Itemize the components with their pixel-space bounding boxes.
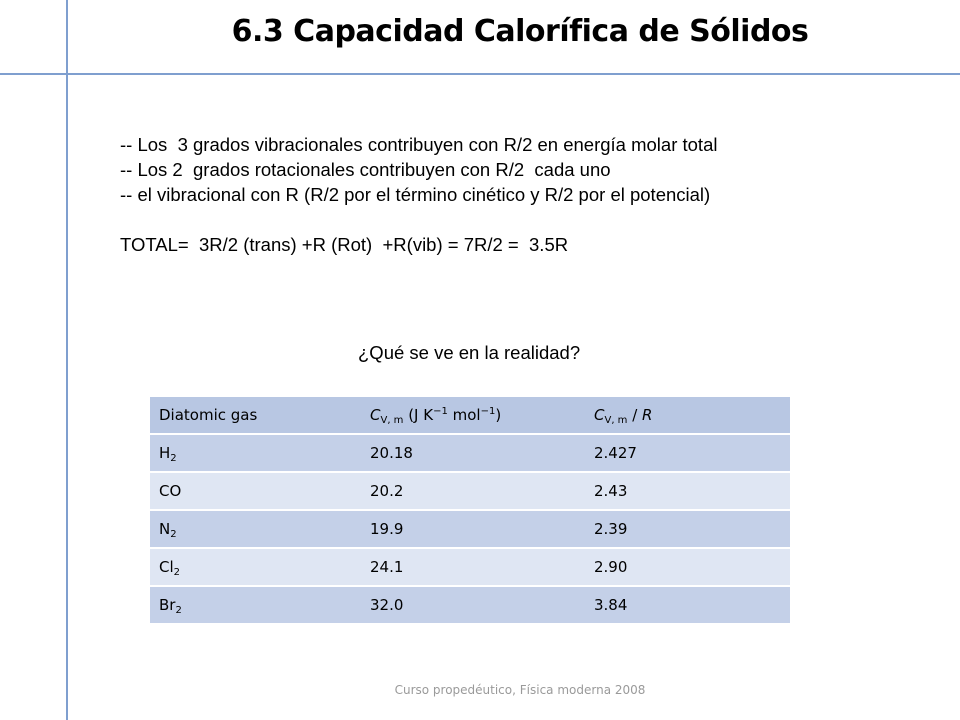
gas-cell — [150, 587, 361, 625]
footer-text: Curso propedéutico, Física moderna 2008 — [394, 683, 646, 697]
cv-cell: 32.0 — [361, 587, 585, 625]
body-line-2: -- Los 2 grados rotacionales contribuyen con R/2 cada uno — [120, 159, 611, 180]
cv-cell: 20.2 — [361, 473, 585, 511]
table-row — [150, 587, 790, 625]
header-cv — [361, 397, 585, 435]
gas-sub: 2 — [170, 529, 177, 540]
header-cvr-div: / — [627, 406, 643, 424]
header-cvr-symbol: C — [594, 406, 605, 424]
ratio-cell: 3.84 — [585, 587, 790, 625]
table-row — [150, 511, 790, 549]
body-line-total: TOTAL= 3R/2 (trans) +R (Rot) +R(vib) = 7R/2 = 3.5R — [120, 234, 569, 255]
header-diatomic-gas: Diatomic gas — [150, 397, 361, 435]
table-row — [150, 435, 790, 473]
ratio-cell: 2.427 — [585, 435, 790, 473]
gas-name: N — [159, 520, 171, 538]
ratio-cell: 2.43 — [585, 473, 790, 511]
table-row — [150, 549, 790, 587]
gas-name: CO — [159, 482, 182, 500]
header-cvr-r: R — [642, 406, 653, 424]
header-cv-sup1: −1 — [433, 406, 448, 417]
body-text — [120, 132, 920, 257]
header-cv-over-r — [585, 397, 790, 435]
body-line-3: -- el vibracional con R (R/2 por el término cinético y R/2 por el potencial) — [120, 184, 711, 205]
header-cvr-sub: V, m — [604, 415, 628, 426]
gas-sub: 2 — [173, 567, 181, 578]
header-cv-symbol: C — [370, 406, 381, 424]
header-cv-sub: V, m — [380, 415, 404, 426]
body-gap — [120, 207, 920, 232]
left-rule — [66, 0, 68, 720]
cv-cell: 20.18 — [361, 435, 585, 473]
header-cv-sup2: −1 — [480, 406, 496, 417]
gas-name: Cl — [159, 558, 174, 576]
gas-cell — [150, 549, 361, 587]
gas-name: H — [159, 444, 171, 462]
table-row — [150, 473, 790, 511]
slide-title: 6.3 Capacidad Calorífica de Sólidos — [231, 14, 809, 49]
header-cv-unit-pre: (J K — [403, 406, 434, 424]
cv-cell: 24.1 — [361, 549, 585, 587]
question-text: ¿Qué se ve en la realidad? — [358, 342, 581, 363]
gas-cell — [150, 473, 361, 511]
gas-name: Br — [159, 596, 176, 614]
gas-sub: 2 — [175, 605, 182, 616]
table-header-row — [150, 397, 790, 435]
ratio-cell: 2.39 — [585, 511, 790, 549]
gas-cell — [150, 511, 361, 549]
heat-capacity-table — [150, 397, 790, 625]
gas-cell — [150, 435, 361, 473]
gas-sub: 2 — [170, 453, 177, 464]
body-line-1: -- Los 3 grados vibracionales contribuyen con R/2 en energía molar total — [120, 134, 718, 155]
title-rule — [0, 73, 960, 75]
ratio-cell: 2.90 — [585, 549, 790, 587]
header-cv-unit-mid: mol — [447, 406, 481, 424]
header-cv-unit-post: ) — [495, 406, 502, 424]
cv-cell: 19.9 — [361, 511, 585, 549]
